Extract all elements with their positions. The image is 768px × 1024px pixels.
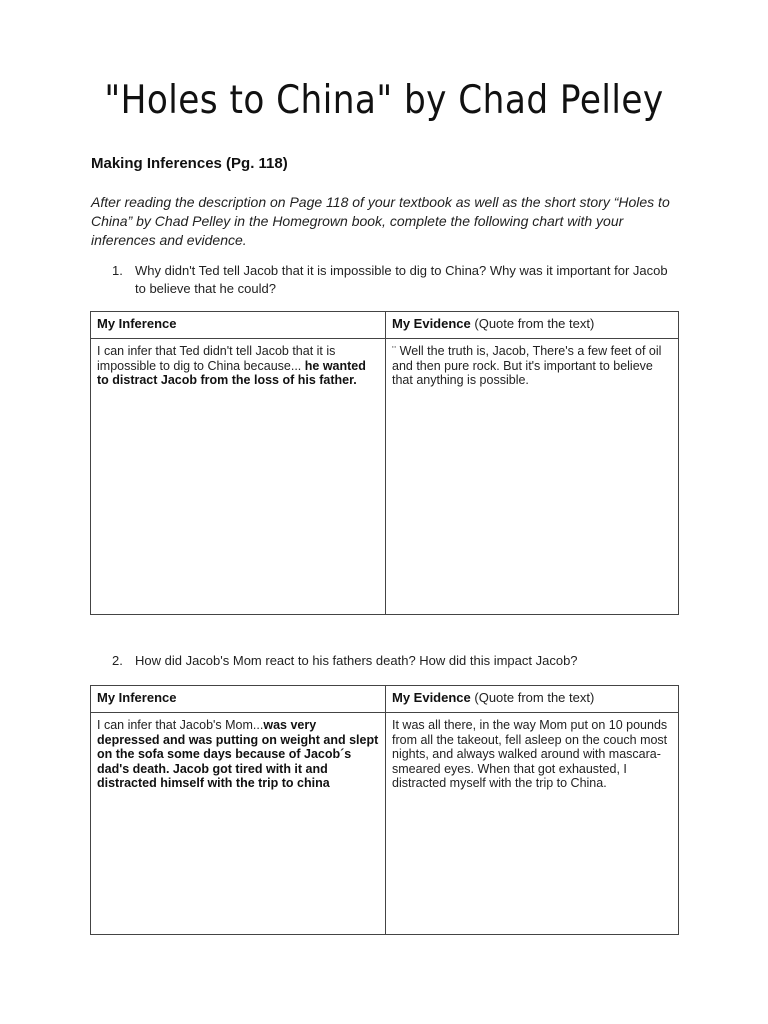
page-title: "Holes to China" by Chad Pelley <box>104 78 664 123</box>
inference-text: I can infer that Ted didn't tell Jacob that it is impossible to dig to China because... <box>97 344 336 373</box>
header-evidence <box>386 686 679 713</box>
header-inference <box>91 312 386 339</box>
inference-cell[interactable] <box>91 713 386 935</box>
header-inference <box>91 686 386 713</box>
evidence-text: ¨ Well the truth is, Jacob, There's a few feet of oil and then pure rock. But it's important to believe that anything is possible. <box>392 344 662 387</box>
header-evidence <box>386 312 679 339</box>
chart-header-row <box>91 686 679 713</box>
chart-answer-row <box>91 713 679 935</box>
inference-chart-1 <box>90 311 679 615</box>
section-title: Making Inferences (Pg. 118) <box>91 155 288 172</box>
header-inference-label: My Inference <box>97 690 177 705</box>
question-number: 2. <box>112 653 123 668</box>
inference-chart-2 <box>90 685 679 935</box>
chart-header-row <box>91 312 679 339</box>
inference-bold-text: he wanted to distract Jacob from the loss of his father. <box>97 358 366 387</box>
header-inference-label: My Inference <box>97 316 177 331</box>
header-evidence-note: (Quote from the text) <box>470 690 595 705</box>
question-text: Why didn't Ted tell Jacob that it is impossible to dig to China? Why was it important for Jacob to believe that he could? <box>135 263 668 296</box>
evidence-cell[interactable] <box>386 713 679 935</box>
question-number: 1. <box>112 263 123 278</box>
question-2 <box>112 652 682 670</box>
instructions-paragraph: After reading the description on Page 118 of your textbook as well as the short story “Holes to China” by Chad Pelley in the Homegrown book, complete the following chart with your inferences and evidence. <box>91 194 670 248</box>
question-text: How did Jacob's Mom react to his fathers death? How did this impact Jacob? <box>135 653 578 668</box>
evidence-text: It was all there, in the way Mom put on 10 pounds from all the takeout, fell asleep on the couch most nights, and always walked around with mascara-smeared eyes. When that got exhausted, I distracted myself with the trip to China. <box>392 718 668 790</box>
header-evidence-label: My Evidence <box>392 690 471 705</box>
inference-bold-text: was very depressed and was putting on weight and slept on the sofa some days because of Jacob´s dad's death. Jacob got tired with it and distracted himself with the trip to china <box>97 718 379 790</box>
question-1 <box>112 262 682 298</box>
evidence-cell[interactable] <box>386 339 679 615</box>
header-evidence-note: (Quote from the text) <box>470 316 595 331</box>
header-evidence-label: My Evidence <box>392 316 471 331</box>
chart-answer-row <box>91 339 679 615</box>
inference-cell[interactable] <box>91 339 386 615</box>
inference-text: I can infer that Jacob's Mom... <box>97 718 264 732</box>
